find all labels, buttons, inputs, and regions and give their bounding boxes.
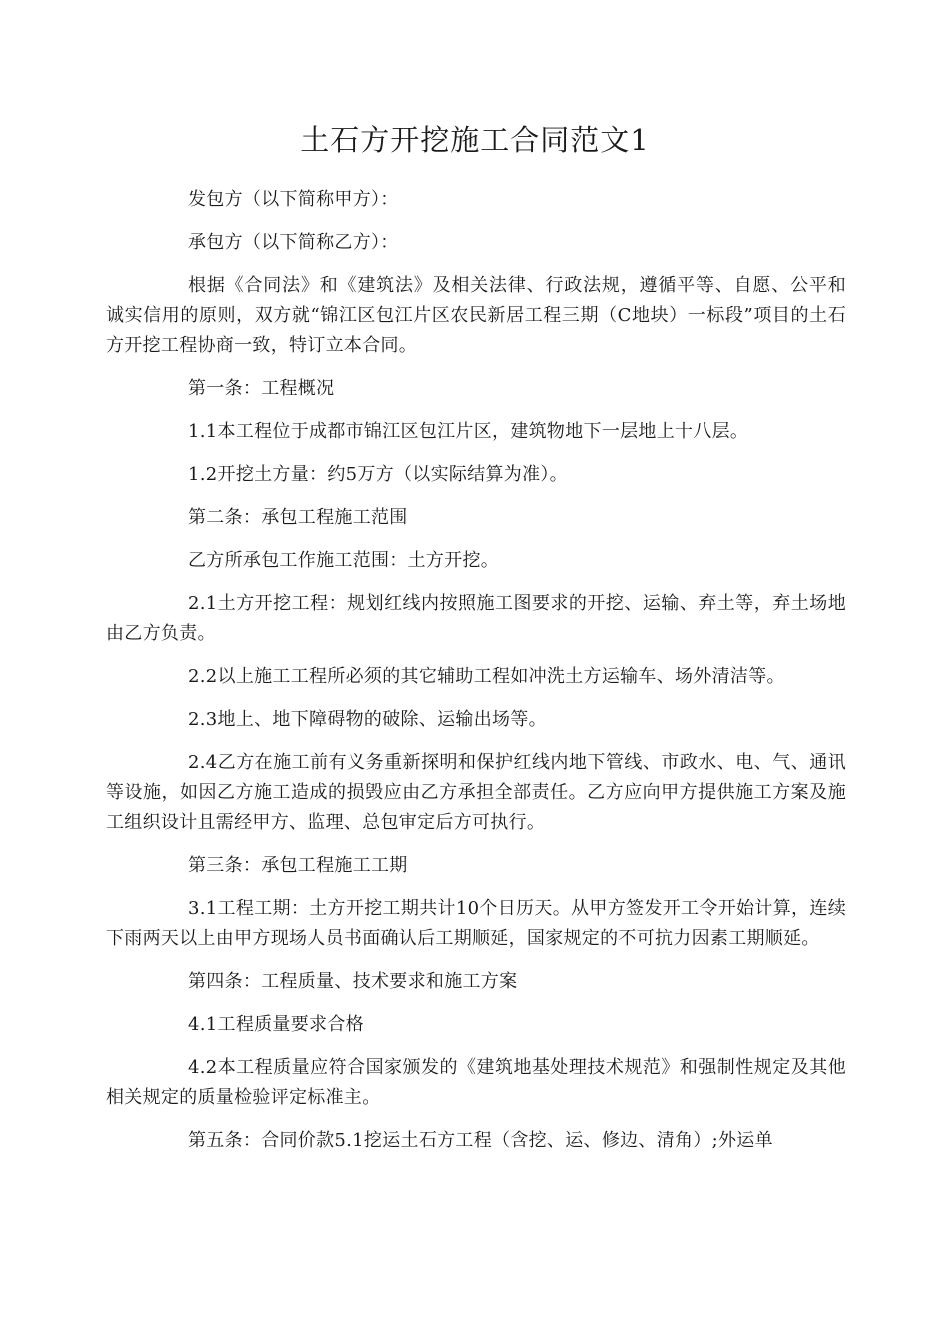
clause-4-2: 4.2本工程质量应符合国家颁发的《建筑地基处理技术规范》和强制性规定及其他相关规定的质量检验评定标准主。 <box>106 1057 846 1108</box>
article-1-heading: 第一条：工程概况 <box>188 378 335 399</box>
article-2-heading: 第二条：承包工程施工范围 <box>188 507 408 528</box>
article-4-heading: 第四条：工程质量、技术要求和施工方案 <box>188 971 518 992</box>
clause-1-1: 1.1本工程位于成都市锦江区包江片区，建筑物地下一层地上十八层。 <box>188 421 749 442</box>
document-title: 土石方开挖施工合同范文1 <box>300 123 650 157</box>
paragraph-contractor: 承包方（以下简称乙方）： <box>188 232 399 253</box>
article-2-scope: 乙方所承包工作施工范围：土方开挖。 <box>188 550 500 571</box>
clause-4-1: 4.1工程质量要求合格 <box>188 1014 364 1035</box>
clause-2-1: 2.1土方开挖工程：规划红线内按照施工图要求的开挖、运输、弃土等，弃土场地由乙方负责。 <box>106 593 846 644</box>
paragraph-employer: 发包方（以下简称甲方）： <box>188 189 399 210</box>
article-5-heading: 第五条：合同价款5.1挖运土石方工程（含挖、运、修边、清角）;外运单 <box>188 1130 773 1151</box>
clause-1-2: 1.2开挖土方量：约5万方（以实际结算为准）。 <box>188 464 568 485</box>
clause-3-1: 3.1工程工期：土方开挖工期共计10个日历天。从甲方签发开工令开始计算，连续下雨两天以上由甲方现场人员书面确认后工期顺延，国家规定的不可抗力因素工期顺延。 <box>106 898 846 949</box>
document-body <box>106 185 846 1169</box>
clause-2-4: 2.4乙方在施工前有义务重新探明和保护红线内地下管线、市政水、电、气、通讯等设施，如因乙方施工造成的损毁应由乙方承担全部责任。乙方应向甲方提供施工方案及施工组织设计且需经甲方、监理、总包审定后方可执行。 <box>106 752 846 833</box>
clause-2-3: 2.3地上、地下障碍物的破除、运输出场等。 <box>188 709 547 730</box>
article-3-heading: 第三条：承包工程施工工期 <box>188 855 408 876</box>
clause-2-2: 2.2以上施工工程所必须的其它辅助工程如冲洗土方运输车、场外清洁等。 <box>188 666 785 687</box>
paragraph-preamble: 根据《合同法》和《建筑法》及相关法律、行政法规，遵循平等、自愿、公平和诚实信用的原则，双方就“锦江区包江片区农民新居工程三期（C地块）一标段”项目的土石方开挖工程协商一致，特订立本合同。 <box>106 275 846 356</box>
